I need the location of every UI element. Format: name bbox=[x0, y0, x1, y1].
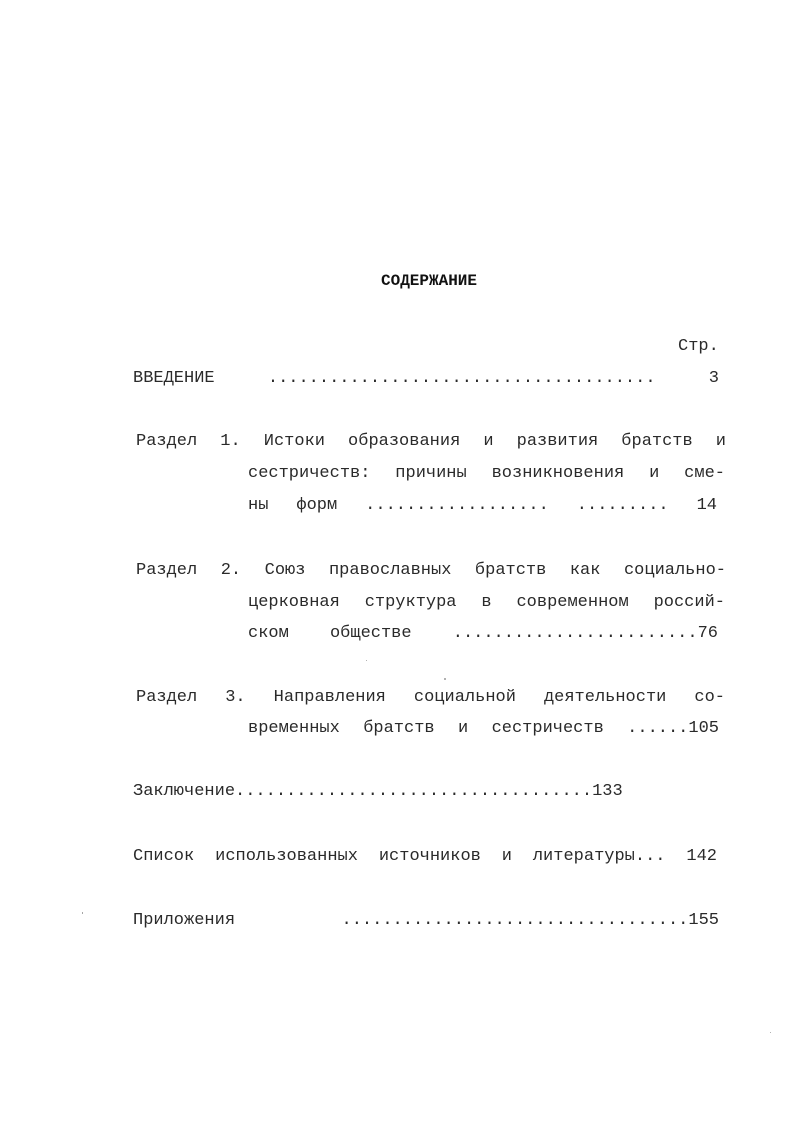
scan-speck bbox=[366, 660, 367, 661]
toc-entry-section-3-line-2: временных братств и сестричеств ......105 bbox=[248, 719, 719, 738]
toc-entry-section-2-line-1: Раздел 2. Союз православных братств как социально- bbox=[136, 561, 726, 580]
scan-speck bbox=[444, 678, 446, 680]
toc-entry-section-2-line-3: ском обществе ........................76 bbox=[248, 624, 718, 643]
page-title: СОДЕРЖАНИЕ bbox=[380, 272, 477, 290]
toc-entry-section-1-line-1: Раздел 1. Истоки образования и развития братств и bbox=[136, 432, 726, 451]
toc-entry-introduction: ВВЕДЕНИЕ ...................................... 3 bbox=[133, 369, 719, 388]
toc-entry-section-2-line-2: церковная структура в современном россий- bbox=[248, 593, 725, 612]
scan-speck bbox=[770, 1032, 771, 1033]
toc-entry-bibliography: Список использованных источников и литературы... 142 bbox=[133, 847, 717, 866]
toc-entry-section-1-line-3: ны форм .................. ......... 14 bbox=[248, 496, 717, 515]
toc-entry-conclusion: Заключение...................................133 bbox=[133, 782, 623, 801]
scan-speck bbox=[82, 912, 83, 914]
page-column-label: Стр. bbox=[678, 337, 719, 356]
toc-entry-section-3-line-1: Раздел 3. Направления социальной деятельности со- bbox=[136, 688, 725, 707]
toc-entry-appendices: Приложения ..................................155 bbox=[133, 911, 719, 930]
toc-entry-section-1-line-2: сестричеств: причины возникновения и сме- bbox=[248, 464, 725, 483]
